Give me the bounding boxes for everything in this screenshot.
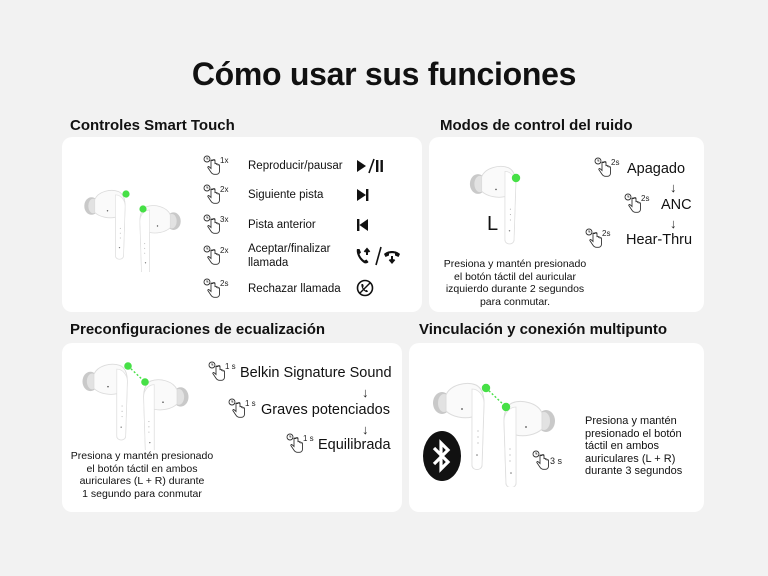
gesture-count: 1 s [245, 399, 256, 408]
accept-end-call-icon [354, 247, 402, 265]
mode-label: Hear-Thru [626, 232, 693, 248]
previous-track-icon [356, 216, 370, 234]
mode-label: Apagado [627, 161, 686, 177]
preset-label: Belkin Signature Sound [240, 365, 392, 381]
arrow-down-icon: ↓ [362, 422, 369, 437]
arrow-down-icon: ↓ [670, 216, 677, 231]
gesture-count: 2s [220, 279, 229, 288]
control-label: Pista anterior [248, 219, 316, 231]
gesture-count: 3 s [550, 456, 563, 466]
control-label: Aceptar/finalizar llamada [248, 243, 331, 269]
smart-touch-card [62, 137, 422, 312]
noise-control-caption: Presiona y mantén presionado el botón táctil del auricular izquierdo durante 2 segundos para conmutar. [443, 258, 587, 308]
gesture-count: 2s [611, 158, 620, 167]
control-label: Siguiente pista [248, 189, 324, 201]
earbuds-image [78, 355, 198, 450]
noise-control-card [429, 137, 704, 312]
led-icon [122, 190, 129, 197]
tap-gesture-icon [624, 193, 650, 215]
gesture-count: 1x [220, 156, 229, 165]
tap-gesture-icon [228, 398, 256, 420]
gesture-count: 2s [641, 194, 650, 203]
section-heading-smart-touch: Controles Smart Touch [70, 117, 235, 134]
preset-label: Equilibrada [318, 437, 391, 453]
earbuds-image [80, 182, 190, 272]
preset-label: Graves potenciados [261, 402, 390, 418]
tap-gesture-icon [203, 155, 229, 177]
gesture-count: 2x [220, 246, 229, 255]
mode-label: ANC [661, 197, 692, 213]
control-label: Reproducir/pausar [248, 160, 343, 172]
section-heading-eq-presets: Preconfiguraciones de ecualización [70, 321, 326, 338]
earbud-side-label: L [487, 213, 499, 235]
tap-gesture-icon [286, 433, 314, 455]
gesture-count: 3x [220, 215, 229, 224]
eq-presets-caption: Presiona y mantén presionado el botón táctil en ambos auriculares (L + R) durante 1 segundo para conmutar [70, 450, 214, 500]
play-pause-icon [356, 157, 384, 175]
tap-gesture-icon [203, 184, 229, 206]
reject-call-icon [356, 279, 374, 297]
tap-gesture-icon [203, 278, 229, 300]
tap-gesture-icon [203, 214, 229, 236]
arrow-down-icon: ↓ [670, 180, 677, 195]
section-heading-pairing: Vinculación y conexión multipunto [419, 321, 668, 338]
gesture-count: 2x [220, 185, 229, 194]
gesture-count: 2s [602, 229, 611, 238]
arrow-down-icon: ↓ [362, 385, 369, 400]
tap-gesture-icon [594, 157, 620, 179]
page-title: Cómo usar sus funciones [191, 56, 577, 92]
section-heading-noise-control: Modos de control del ruido [440, 117, 633, 134]
gesture-count: 1 s [303, 434, 314, 443]
pairing-caption: Presiona y mantén presionado el botón táctil en ambos auriculares (L + R) durante 3 segundos [585, 415, 683, 477]
tap-gesture-icon [532, 450, 563, 472]
tap-gesture-icon [203, 245, 229, 267]
pairing-card [409, 343, 704, 512]
tap-gesture-icon [208, 361, 236, 383]
control-label: Rechazar llamada [248, 283, 341, 295]
next-track-icon [356, 186, 370, 204]
tap-gesture-icon [585, 228, 611, 250]
eq-presets-card [62, 343, 402, 512]
gesture-count: 1 s [225, 362, 236, 371]
bluetooth-icon [423, 431, 461, 481]
